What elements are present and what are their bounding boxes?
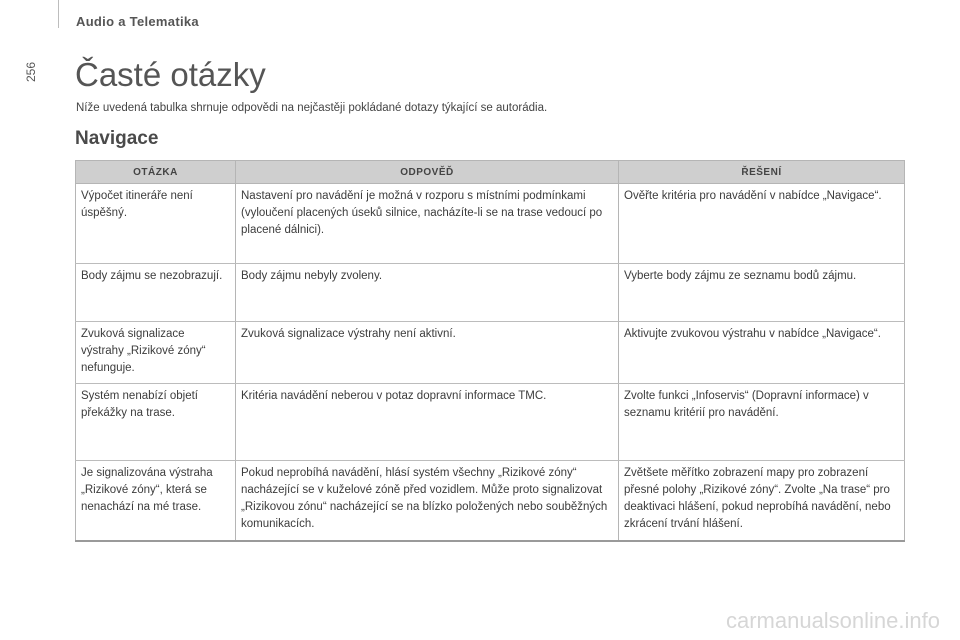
question-cell: Systém nenabízí objetí překážky na trase.: [76, 384, 236, 461]
table-row: [76, 184, 905, 264]
column-header-question: OTÁZKA: [76, 161, 236, 184]
table-row: [76, 322, 905, 384]
question-cell: Výpočet itineráře není úspěšný.: [76, 184, 236, 264]
answer-cell: Pokud neprobíhá navádění, hlásí systém všechny „Rizikové zóny“ nacházející se v kuželové zóně před vozidlem. Může proto signalizovat „Rizikovou zónu“ nacházející se na blízko položených nebo souběžných komunikacích.: [236, 461, 619, 541]
faq-table: [75, 160, 905, 542]
section-label: Audio a Telematika: [76, 14, 199, 29]
column-header-answer: ODPOVĚĎ: [236, 161, 619, 184]
answer-cell: Nastavení pro navádění je možná v rozporu s místními podmínkami (vyloučení placených úseků silnice, nacházíte-li se na trase vedoucí po placené dálnici).: [236, 184, 619, 264]
question-cell: Zvuková signalizace výstrahy „Rizikové zóny“ nefunguje.: [76, 322, 236, 384]
solution-cell: Aktivujte zvukovou výstrahu v nabídce „Navigace“.: [619, 322, 905, 384]
table-row: [76, 461, 905, 541]
table-header-row: [76, 161, 905, 184]
question-cell: Je signalizována výstraha „Rizikové zóny“, která se nenachází na mé trase.: [76, 461, 236, 541]
answer-cell: Body zájmu nebyly zvoleny.: [236, 264, 619, 322]
solution-cell: Zvětšete měřítko zobrazení mapy pro zobrazení přesné polohy „Rizikové zóny“. Zvolte „Na trase“ pro deaktivaci hlášení, pokud neprobíhá navádění, nebo zkrácení trvání hlášení.: [619, 461, 905, 541]
subsection-title: Navigace: [75, 128, 159, 149]
table-row: [76, 264, 905, 322]
answer-cell: Kritéria navádění neberou v potaz dopravní informace TMC.: [236, 384, 619, 461]
page-number: 256: [24, 61, 38, 82]
solution-cell: Ověřte kritéria pro navádění v nabídce „Navigace“.: [619, 184, 905, 264]
intro-text: Níže uvedená tabulka shrnuje odpovědi na nejčastěji pokládané dotazy týkající se autorádia.: [76, 102, 548, 114]
column-header-solution: ŘEŠENÍ: [619, 161, 905, 184]
answer-cell: Zvuková signalizace výstrahy není aktivní.: [236, 322, 619, 384]
watermark: carmanualsonline.info: [725, 608, 940, 633]
solution-cell: Vyberte body zájmu ze seznamu bodů zájmu.: [619, 264, 905, 322]
table-row: [76, 384, 905, 461]
header-side-rule: [58, 0, 59, 28]
question-cell: Body zájmu se nezobrazují.: [76, 264, 236, 322]
solution-cell: Zvolte funkci „Infoservis“ (Dopravní informace) v seznamu kritérií pro navádění.: [619, 384, 905, 461]
page-title: Časté otázky: [75, 56, 266, 93]
